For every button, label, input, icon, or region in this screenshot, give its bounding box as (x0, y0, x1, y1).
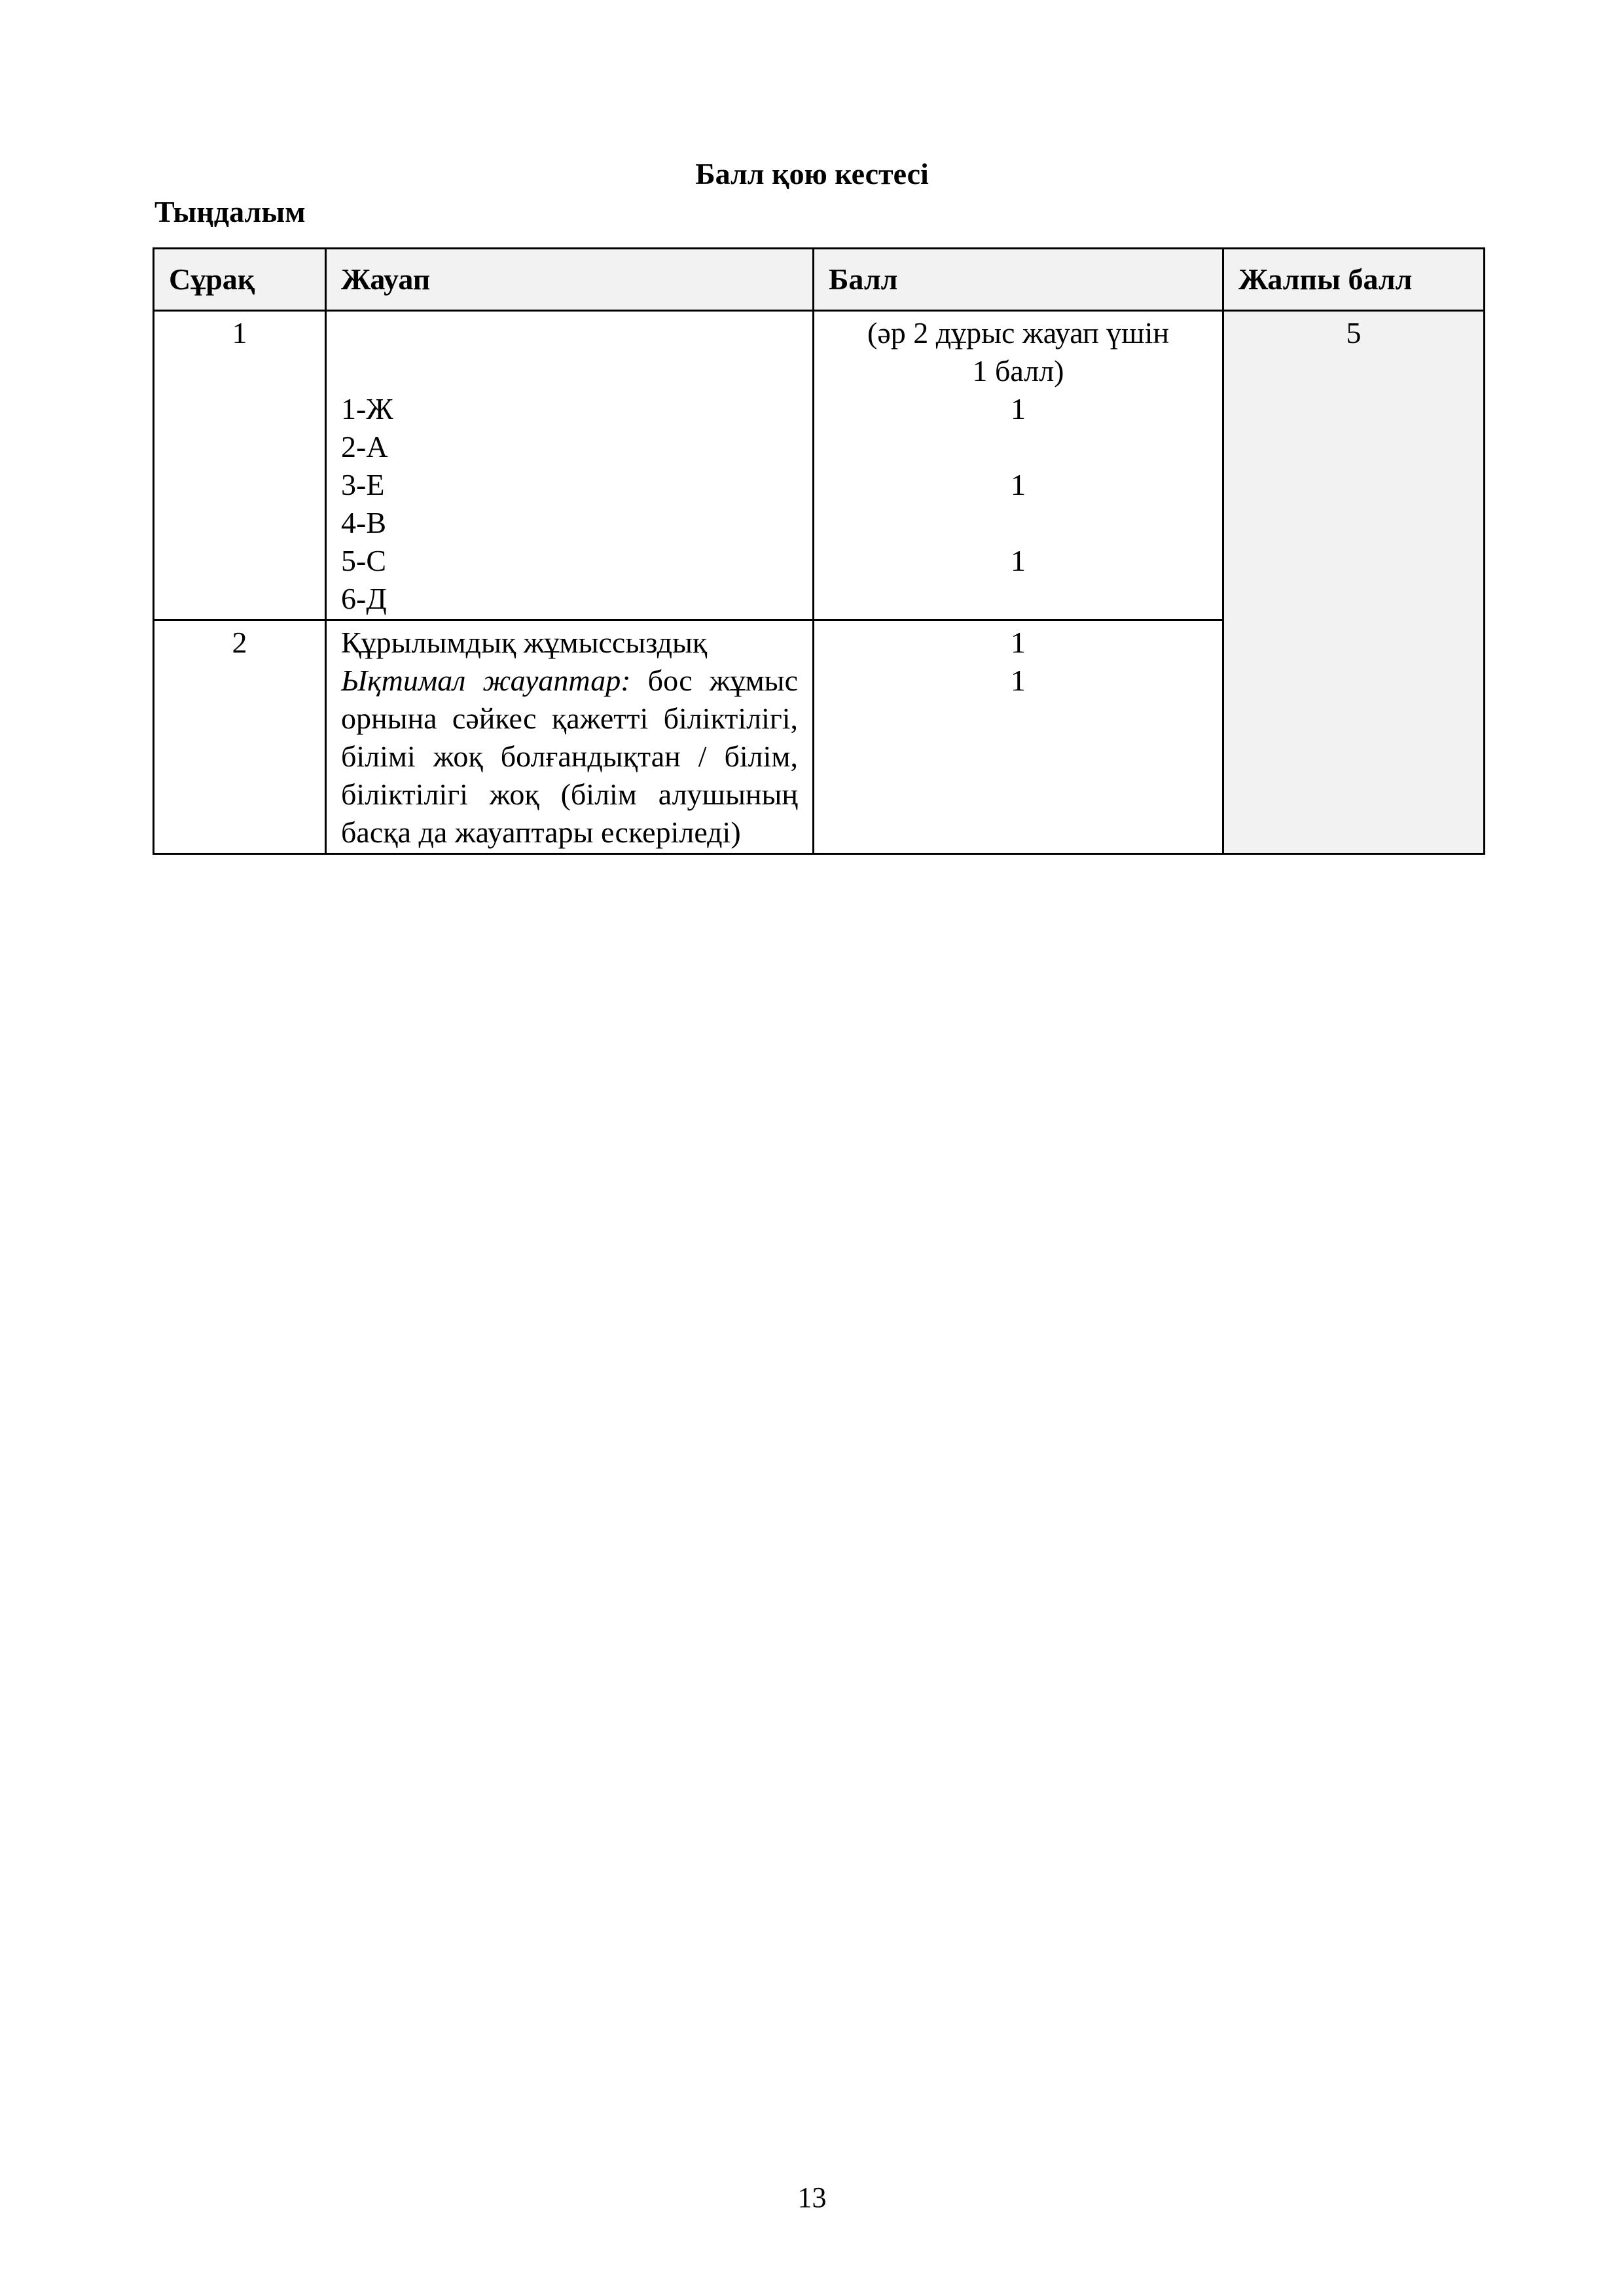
table-row (154, 311, 1485, 620)
header-question: Сұрақ (154, 249, 326, 311)
answer-item: 4-В (341, 506, 386, 539)
possible-answers (341, 662, 798, 852)
score-value: 1 (1011, 392, 1026, 425)
answer-item: 5-С (341, 544, 386, 577)
question-number: 1 (154, 311, 326, 620)
header-score: Балл (814, 249, 1223, 311)
answer-item: 2-А (341, 430, 388, 463)
header-total: Жалпы балл (1223, 249, 1485, 311)
score-cell (814, 311, 1223, 620)
score-cell (814, 620, 1223, 854)
answer-cell (326, 620, 814, 854)
score-value: 1 (1011, 544, 1026, 577)
answer-item: 3-Е (341, 468, 385, 501)
total-score: 5 (1223, 311, 1485, 854)
score-value: 1 (1011, 626, 1026, 659)
table-header-row (154, 249, 1485, 311)
score-note: (әр 2 дұрыс жауап үшін (867, 316, 1169, 350)
score-note: 1 балл) (972, 354, 1064, 387)
score-value: 1 (1011, 664, 1026, 697)
header-answer: Жауап (326, 249, 814, 311)
section-title: Тыңдалым (154, 195, 306, 228)
score-value: 1 (1011, 468, 1026, 501)
answer-text: Құрылымдық жұмыссыздық (341, 626, 708, 659)
question-number: 2 (154, 620, 326, 854)
possible-answers-label: Ықтимал жауаптар: (341, 664, 631, 697)
possible-answers-text: бос жұмыс орнына сәйкес қажетті біліктілігі, білімі жоқ болғандықтан / білім, біліктілігі жоқ (білім алушының басқа да жауаптары ескеріледі) (341, 664, 798, 849)
answer-item: 1-Ж (341, 392, 393, 425)
answer-item: 6-Д (341, 582, 387, 615)
answer-cell (326, 311, 814, 620)
page-number: 13 (797, 2181, 827, 2214)
document-title: Балл қою кестесі (695, 157, 929, 190)
score-table (153, 247, 1485, 855)
